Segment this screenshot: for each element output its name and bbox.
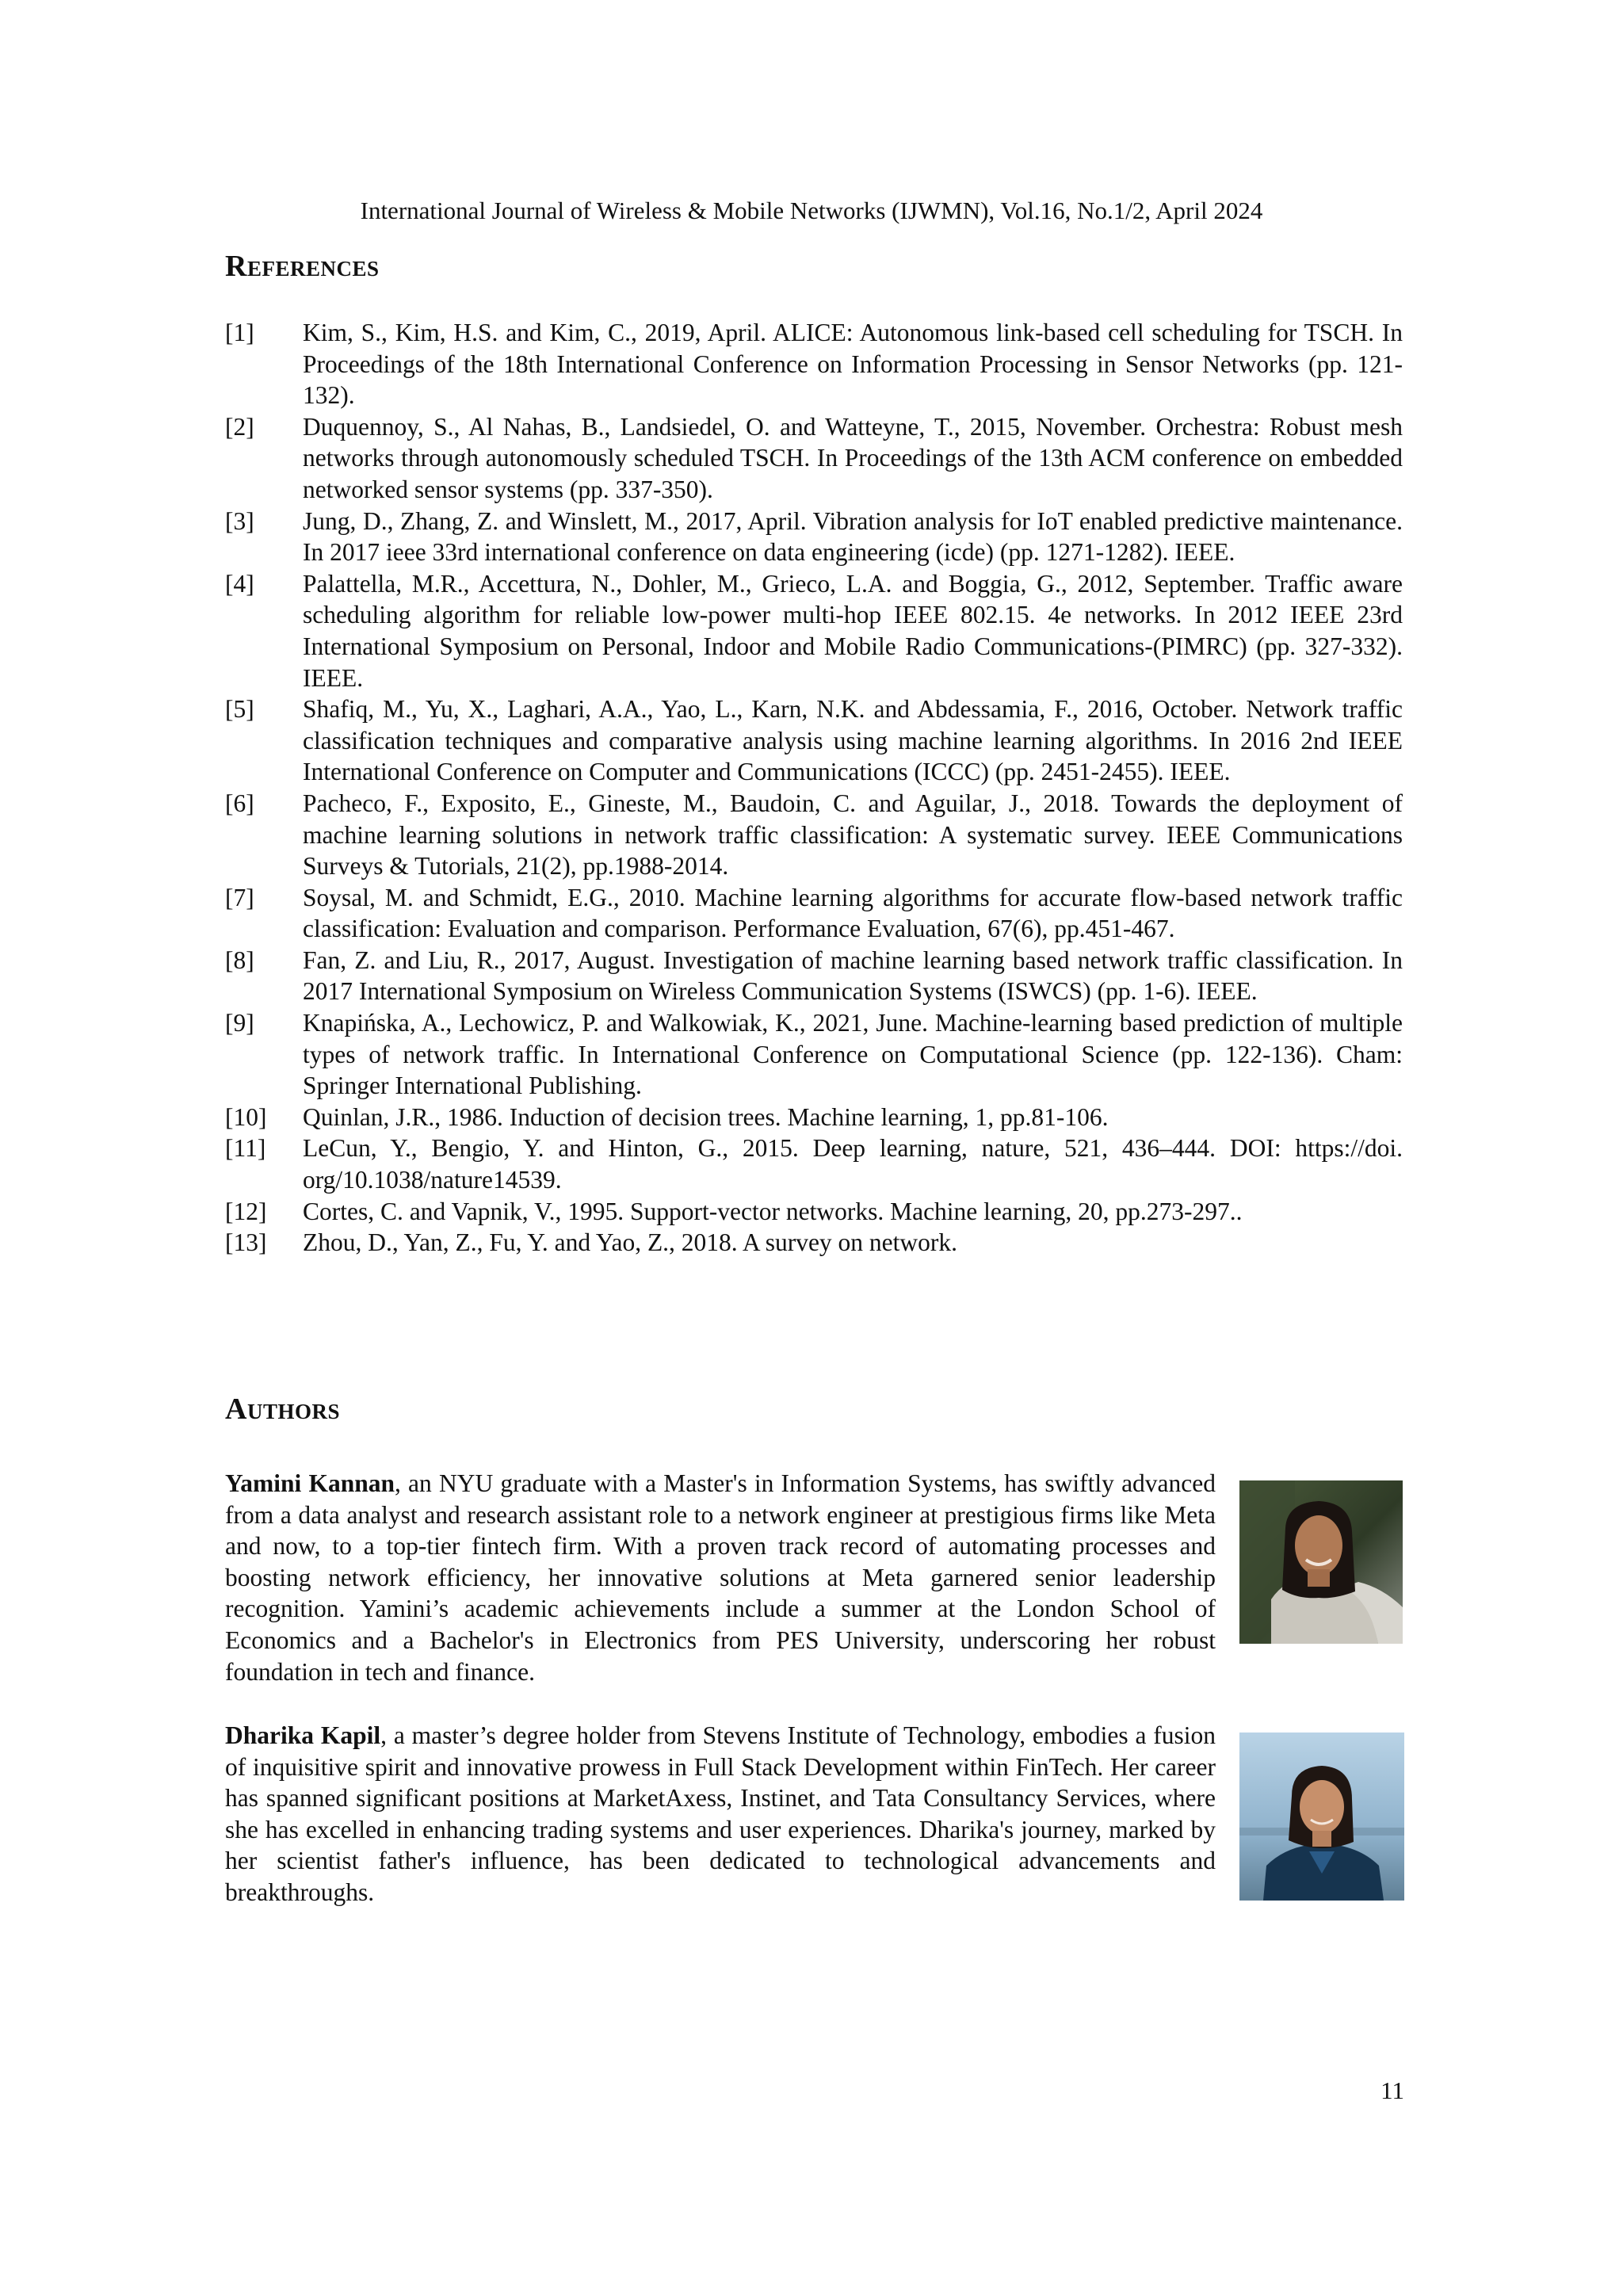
reference-text: Knapińska, A., Lechowicz, P. and Walkowiak, K., 2021, June. Machine-learning based prediction of multiple types of network traffic. In International Conference on Computational Science (pp. 122-136). Cham: Springer International Publishing.: [303, 1009, 1403, 1100]
reference-item: [225, 411, 1403, 506]
author-name: Yamini Kannan: [225, 1469, 395, 1497]
reference-number: [7]: [225, 883, 254, 911]
running-header: International Journal of Wireless & Mobile Networks (IJWMN), Vol.16, No.1/2, April 2024: [360, 197, 1263, 224]
author-bio-text: , a master’s degree holder from Stevens Institute of Technology, embodies a fusion of inquisitive spirit and innovative prowess in Full Stack Development within FinTech. Her career has spanned significant positions at MarketAxess, Instinet, and Tata Consultancy Services, where she has excelled in enhancing trading systems and user experiences. Dharika's journey, marked by her scientist father's influence, has been dedicated to technological advancements and breakthroughs.: [225, 1721, 1216, 1906]
reference-text: Soysal, M. and Schmidt, E.G., 2010. Machine learning algorithms for accurate flow-based network traffic classification: Evaluation and comparison. Performance Evaluation, 67(6), pp.451-467.: [303, 883, 1403, 943]
reference-item: [225, 506, 1403, 568]
author-photo: [1239, 1480, 1403, 1644]
author-portrait-image: [1239, 1733, 1404, 1901]
reference-item: [225, 945, 1403, 1007]
author-photo: [1239, 1733, 1404, 1901]
reference-item: [225, 568, 1403, 693]
reference-number: [9]: [225, 1009, 254, 1037]
authors-heading: Authors: [225, 1392, 340, 1426]
reference-item: [225, 788, 1403, 882]
reference-item: [225, 1133, 1403, 1195]
references-list: [225, 317, 1403, 1259]
author-name: Dharika Kapil: [225, 1721, 381, 1749]
reference-text: Jung, D., Zhang, Z. and Winslett, M., 2017, April. Vibration analysis for IoT enabled predictive maintenance. In 2017 ieee 33rd international conference on data engineering (icde) (pp. 1271-1282). IEEE.: [303, 506, 1403, 567]
reference-text: Palattella, M.R., Accettura, N., Dohler, M., Grieco, L.A. and Boggia, G., 2012, September. Traffic aware scheduling algorithm for reliable low-power multi-hop IEEE 802.15. 4e networks. In 2012 IEEE 23rd International Symposium on Personal, Indoor and Mobile Radio Communications-(PIMRC) (pp. 327-332). IEEE.: [303, 569, 1403, 692]
reference-text: Pacheco, F., Exposito, E., Gineste, M., Baudoin, C. and Aguilar, J., 2018. Towards the deployment of machine learning solutions in network traffic classification: A systematic survey. IEEE Communications Surveys & Tutorials, 21(2), pp.1988-2014.: [303, 789, 1403, 881]
reference-number: [6]: [225, 789, 254, 817]
reference-item: [225, 1102, 1403, 1133]
reference-item: [225, 1196, 1403, 1228]
reference-number: [4]: [225, 569, 254, 598]
reference-text: Kim, S., Kim, H.S. and Kim, C., 2019, April. ALICE: Autonomous link-based cell scheduling for TSCH. In Proceedings of the 18th International Conference on Information Processing in Sensor Networks (pp. 121-132).: [303, 319, 1403, 410]
reference-text: Zhou, D., Yan, Z., Fu, Y. and Yao, Z., 2018. A survey on network.: [303, 1228, 958, 1257]
author-bio-text: , an NYU graduate with a Master's in Information Systems, has swiftly advanced from a data analyst and research assistant role to a network engineer at prestigious firms like Meta and now, to a top-tier fintech firm. With a proven track record of automating processes and boosting network efficiency, her innovative solutions at Meta garnered senior leadership recognition. Yamini’s academic achievements include a summer at the London School of Economics and a Bachelor's in Electronics from PES University, underscoring her robust foundation in tech and finance.: [225, 1469, 1216, 1686]
reference-item: [225, 317, 1403, 411]
reference-text: Fan, Z. and Liu, R., 2017, August. Investigation of machine learning based network traffic classification. In 2017 International Symposium on Wireless Communication Systems (ISWCS) (pp. 1-6). IEEE.: [303, 946, 1403, 1006]
reference-number: [2]: [225, 412, 254, 441]
reference-item: [225, 1007, 1403, 1102]
reference-text: Shafiq, M., Yu, X., Laghari, A.A., Yao, L., Karn, N.K. and Abdessamia, F., 2016, October. Network traffic classification techniques and comparative analysis using machine learning algorithms. In 2016 2nd IEEE International Conference on Computer and Communications (ICCC) (pp. 2451-2455). IEEE.: [303, 695, 1403, 786]
reference-number: [5]: [225, 695, 254, 724]
reference-item: [225, 1227, 1403, 1259]
reference-item: [225, 693, 1403, 788]
reference-number: [11]: [225, 1134, 266, 1163]
reference-number: [8]: [225, 946, 254, 974]
page-number: 11: [1381, 2076, 1404, 2104]
reference-text: Cortes, C. and Vapnik, V., 1995. Support-vector networks. Machine learning, 20, pp.273-297..: [303, 1197, 1243, 1225]
references-heading: References: [225, 250, 380, 283]
reference-text: Duquennoy, S., Al Nahas, B., Landsiedel, O. and Watteyne, T., 2015, November. Orchestra: Robust mesh networks through autonomously scheduled TSCH. In Proceedings of the 13th ACM conference on embedded networked sensor systems (pp. 337-350).: [303, 412, 1403, 503]
reference-number: [13]: [225, 1228, 267, 1257]
author-bio: [225, 1720, 1216, 1908]
author-bio: [225, 1468, 1216, 1687]
reference-item: [225, 882, 1403, 945]
reference-text: LeCun, Y., Bengio, Y. and Hinton, G., 2015. Deep learning, nature, 521, 436–444. DOI: https://doi. org/10.1038/nature14539.: [303, 1134, 1403, 1194]
reference-number: [12]: [225, 1197, 267, 1225]
author-portrait-image: [1239, 1480, 1403, 1644]
reference-number: [1]: [225, 319, 254, 346]
reference-text: Quinlan, J.R., 1986. Induction of decision trees. Machine learning, 1, pp.81-106.: [303, 1102, 1109, 1131]
reference-number: [3]: [225, 506, 254, 535]
reference-number: [10]: [225, 1102, 267, 1131]
